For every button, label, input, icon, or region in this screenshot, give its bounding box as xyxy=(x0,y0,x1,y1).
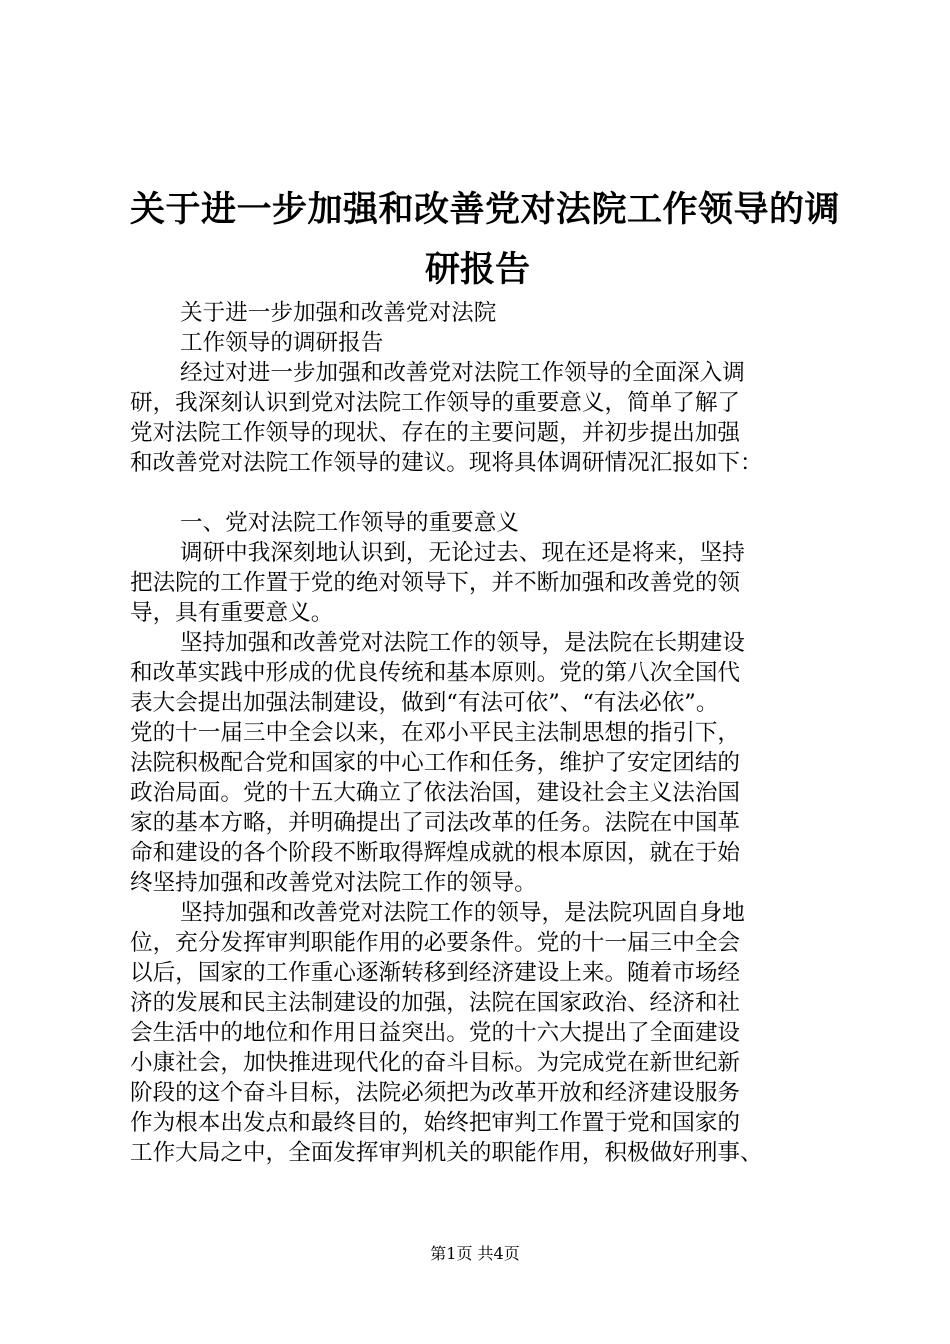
text-line: 阶段的这个奋斗目标，法院必须把为改革开放和经济建设服务 xyxy=(130,1080,741,1106)
text-line: 法院积极配合党和国家的中心工作和任务，维护了安定团结的 xyxy=(130,750,741,776)
text-line: 作为根本出发点和最终目的，始终把审判工作置于党和国家的 xyxy=(130,1110,741,1136)
text-line: 位，充分发挥审判职能作用的必要条件。党的十一届三中全会 xyxy=(130,930,741,956)
text-line: 小康社会，加快推进现代化的奋斗目标。为完成党在新世纪新 xyxy=(130,1050,741,1076)
text-line: 会生活中的地位和作用日益突出。党的十六大提出了全面建设 xyxy=(130,1020,741,1046)
text-line: 坚持加强和改善党对法院工作的领导，是法院在长期建设 xyxy=(180,630,745,656)
text-line: 工作大局之中，全面发挥审判机关的职能作用，积极做好刑事、 xyxy=(130,1140,763,1166)
text-line: 和改善党对法院工作领导的建议。现将具体调研情况汇报如下： xyxy=(130,450,763,476)
document-body xyxy=(130,298,842,1168)
text-line: 研，我深刻认识到党对法院工作领导的重要意义，简单了解了 xyxy=(130,390,741,416)
text-line: 关于进一步加强和改善党对法院 xyxy=(180,300,497,326)
text-line: 经过对进一步加强和改善党对法院工作领导的全面深入调 xyxy=(180,360,745,386)
document-title-line-1: 关于进一步加强和改善党对法院工作领导的调 xyxy=(130,190,841,230)
text-line: 坚持加强和改善党对法院工作的领导，是法院巩固自身地 xyxy=(180,900,745,926)
text-line: 工作领导的调研报告 xyxy=(180,330,384,356)
text-line: 和改革实践中形成的优良传统和基本原则。党的第八次全国代 xyxy=(130,660,741,686)
text-line: 一、党对法院工作领导的重要意义 xyxy=(180,510,519,536)
paragraph-gap xyxy=(130,478,842,508)
text-line: 调研中我深刻地认识到，无论过去、现在还是将来，坚持 xyxy=(180,540,745,566)
text-line: 命和建设的各个阶段不断取得辉煌成就的根本原因，就在于始 xyxy=(130,840,741,866)
text-line: 表大会提出加强法制建设，做到“有法可依”、“有法必依”。 xyxy=(130,690,719,716)
text-line: 终坚持加强和改善党对法院工作的领导。 xyxy=(130,870,537,896)
text-line: 党对法院工作领导的现状、存在的主要问题，并初步提出加强 xyxy=(130,420,741,446)
text-line: 济的发展和民主法制建设的加强，法院在国家政治、经济和社 xyxy=(130,990,741,1016)
text-line: 把法院的工作置于党的绝对领导下，并不断加强和改善党的领 xyxy=(130,570,741,596)
text-line: 导，具有重要意义。 xyxy=(130,600,334,626)
document-title-line-2: 研报告 xyxy=(425,250,531,290)
text-line: 党的十一届三中全会以来，在邓小平民主法制思想的指引下， xyxy=(130,720,741,746)
page-footer: 第1页 共4页 xyxy=(430,1244,520,1263)
text-line: 政治局面。党的十五大确立了依法治国，建设社会主义法治国 xyxy=(130,780,741,806)
text-line: 以后，国家的工作重心逐渐转移到经济建设上来。随着市场经 xyxy=(130,960,741,986)
text-line: 家的基本方略，并明确提出了司法改革的任务。法院在中国革 xyxy=(130,810,741,836)
